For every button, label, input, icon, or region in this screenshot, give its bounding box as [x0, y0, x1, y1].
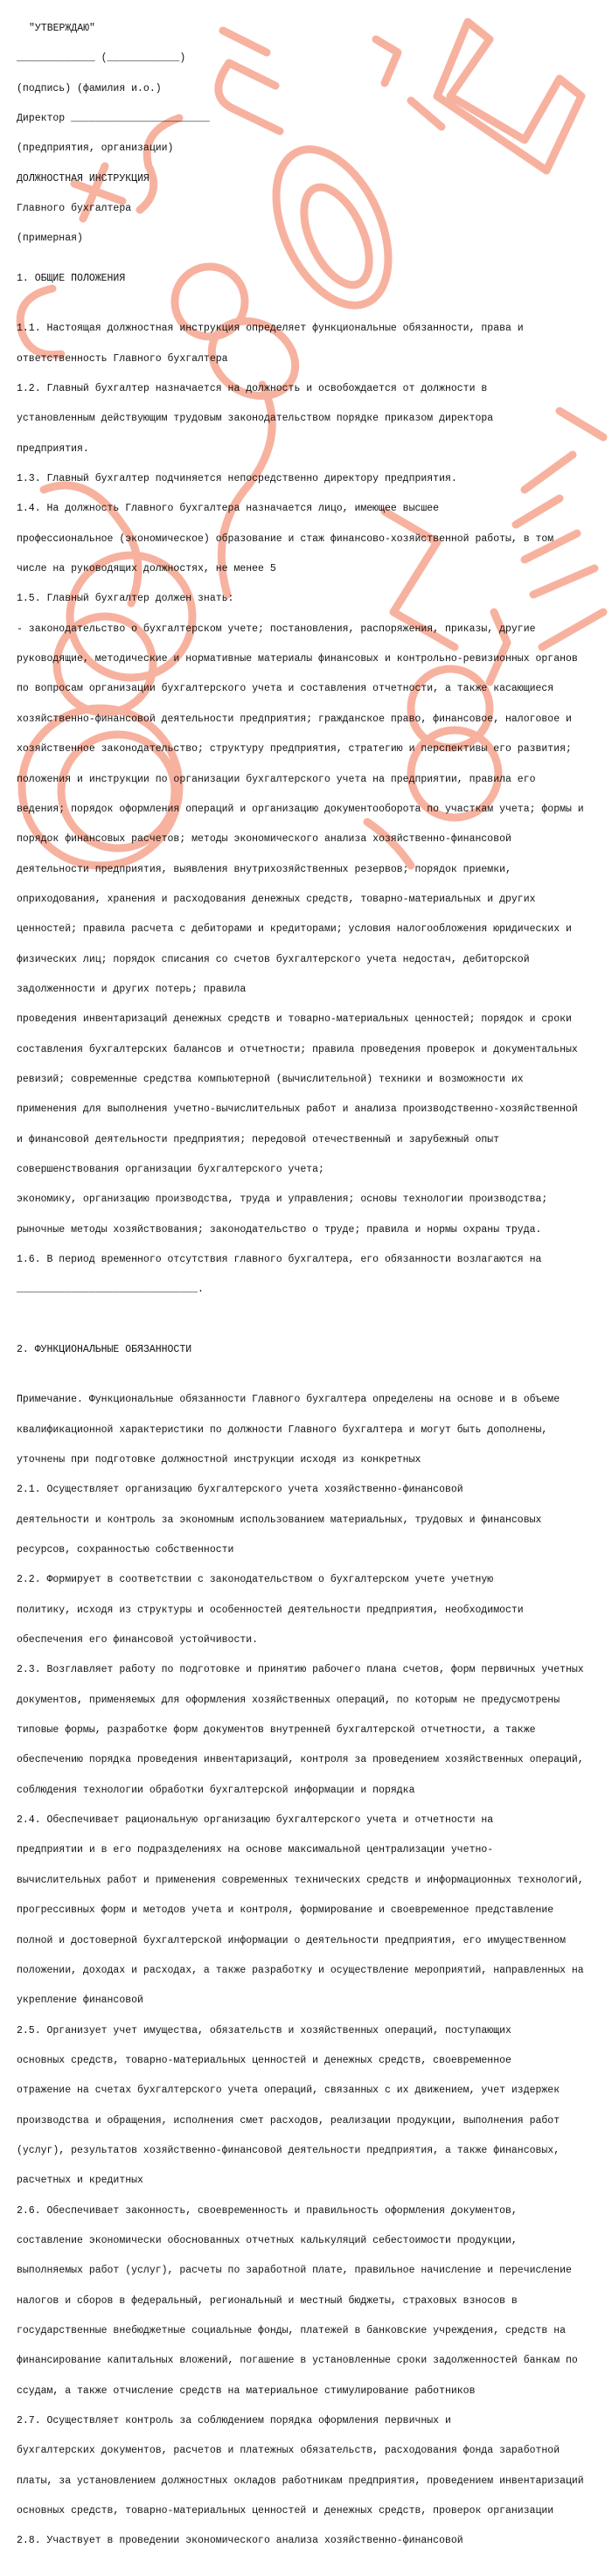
- text-line: соблюдения технологии обработки бухгалтерской информации и порядка: [17, 1784, 415, 1796]
- text-line: ведения; порядок оформления операций и организацию документооборота по участкам учета; формы и: [17, 803, 584, 815]
- text-line: основных средств, товарно-материальных ценностей и денежных средств, своевременное: [17, 2054, 511, 2066]
- text-line: основных средств, товарно-материальных ценностей и денежных средств, проверок организации: [17, 2505, 554, 2517]
- approval-stamp: "УТВЕРЖДАЮ": [29, 22, 95, 34]
- text-line: 2.2. Формирует в соответствии с законодательством о бухгалтерском учете учетную: [17, 1574, 494, 1586]
- text-line: выполняемых работ (услуг), расчеты по заработной плате, правильное начисление и перечисление: [17, 2265, 572, 2277]
- blank-fill-line: ______________________________.: [17, 1284, 204, 1296]
- text-line: составления бухгалтерских балансов и отчетности; правила проведения проверок и документальных: [17, 1043, 578, 1055]
- text-line: ценностей; правила расчета с дебиторами и кредиторами; условия налогообложения юридических и: [17, 923, 572, 936]
- text-line: обеспечения его финансовой устойчивости.: [17, 1634, 259, 1647]
- text-line: платы, за установлением должностных окладов работникам предприятия, проведением инвентаризаций: [17, 2475, 584, 2487]
- text-line: предприятии и в его подразделениях на основе максимальной централизации учетно-: [17, 1844, 494, 1856]
- text-line: 2.6. Обеспечивает законность, своевременность и правильность оформления документов,: [17, 2204, 518, 2217]
- text-line: ссудам, а также отчисление средств на материальное стимулирование работников: [17, 2385, 476, 2397]
- text-line: 2.1. Осуществляет организацию бухгалтерского учета хозяйственно-финансовой: [17, 1484, 463, 1496]
- text-line: хозяйственно-финансовой деятельности предприятия; гражданское право, финансовое, налоговое и: [17, 713, 572, 725]
- text-line: расчетных и кредитных: [17, 2175, 143, 2187]
- text-line: уточнены при подготовке должностной инструкции исходя из конкретных: [17, 1454, 421, 1466]
- signature-line: _____________ (____________): [17, 52, 186, 65]
- text-line: руководящие, методические и нормативные материалы финансовых и контрольно-ревизионных органов: [17, 653, 578, 665]
- text-line: хозяйственное законодательство; структуру предприятия, стратегию и перспективы его развития;: [17, 743, 572, 755]
- text-line: задолженности и других потерь; правила: [17, 983, 247, 995]
- text-line: предприятия.: [17, 442, 89, 455]
- text-line: производства и обращения, исполнения смет расходов, реализации продукции, выполнения работ: [17, 2114, 560, 2127]
- text-line: ответственность Главного бухгалтера: [17, 352, 228, 365]
- text-line: 1.1. Настоящая должностная инструкция определяет функциональные обязанности, права и: [17, 323, 524, 335]
- text-line: оприходования, хранения и расходования денежных средств, товарно-материальных и других: [17, 893, 536, 905]
- text-line: совершенствования организации бухгалтерского учета;: [17, 1163, 324, 1175]
- text-line: установленным действующим трудовым законодательством порядке приказом директора: [17, 413, 494, 425]
- text-line: 1.4. На должность Главного бухгалтера назначается лицо, имеющее высшее: [17, 503, 440, 515]
- text-line: 2.4. Обеспечивает рациональную организацию бухгалтерского учета и отчетности на: [17, 1814, 494, 1827]
- document-type: ДОЛЖНОСТНАЯ ИНСТРУКЦИЯ: [17, 172, 150, 184]
- text-line: физических лиц; порядок списания со счетов бухгалтерского учета недостач, дебиторской: [17, 953, 530, 965]
- position-title: Главного бухгалтера: [17, 202, 132, 214]
- text-line: ресурсов, сохранностью собственности: [17, 1544, 234, 1556]
- text-line: налогов и сборов в федеральный, региональный и местный бюджеты, страховых взносов в: [17, 2294, 518, 2307]
- section-1-title: 1. ОБЩИЕ ПОЛОЖЕНИЯ: [17, 273, 126, 285]
- text-line: - законодательство о бухгалтерском учете; постановления, распоряжения, приказы, другие: [17, 623, 536, 635]
- text-line: составление экономически обоснованных отчетных калькуляций себестоимости продукции,: [17, 2234, 518, 2246]
- text-line: государственные внебюджетные социальные фонды, платежей в банковские учреждения, средств на: [17, 2324, 567, 2336]
- text-line: применения для выполнения учетно-вычислительных работ и анализа производственно-хозяйственной: [17, 1104, 578, 1116]
- text-line: 1.3. Главный бухгалтер подчиняется непосредственно директору предприятия.: [17, 473, 457, 485]
- text-line: политику, исходя из структуры и особенностей деятельности предприятия, необходимости: [17, 1604, 524, 1616]
- text-line: экономику, организацию производства, труда и управления; основы технологии производства;: [17, 1194, 548, 1206]
- section-2-title: 2. ФУНКЦИОНАЛЬНЫЕ ОБЯЗАННОСТИ: [17, 1344, 192, 1356]
- text-line: прогрессивных форм и методов учета и контроля, формирование и своевременное представление: [17, 1904, 554, 1917]
- text-line: 2.3. Возглавляет работу по подготовке и принятию рабочего плана счетов, форм первичных учетных: [17, 1664, 584, 1676]
- text-line: проведения инвентаризаций денежных средств и товарно-материальных ценностей; порядок и сроки: [17, 1013, 572, 1026]
- director-caption: (предприятия, организации): [17, 143, 174, 155]
- text-line: положении, доходах и расходах, а также разработку и осуществление мероприятий, направленных на: [17, 1964, 584, 1976]
- text-line: 2.7. Осуществляет контроль за соблюдением порядка оформления первичных и: [17, 2415, 451, 2426]
- document-variant: (примерная): [17, 233, 83, 245]
- text-line: 2.8. Участвует в проведении экономического анализа хозяйственно-финансовой: [17, 2535, 463, 2547]
- text-line: рыночные методы хозяйствования; законодательство о труде; правила и нормы охраны труда.: [17, 1223, 542, 1236]
- text-line: деятельности и контроль за экономным использованием материальных, трудовых и финансовых: [17, 1514, 542, 1526]
- job-description-document: [17, 3, 611, 2576]
- text-line: числе на руководящих должностях, не менее 5: [17, 563, 276, 575]
- text-line: ревизий; современные средства компьютерной (вычислительной) техники и возможности их: [17, 1073, 524, 1085]
- text-line: 1.2. Главный бухгалтер назначается на должность и освобождается от должности в: [17, 383, 488, 395]
- text-line: 1.6. В период временного отсутствия главного бухгалтера, его обязанности возлагаются на: [17, 1254, 542, 1266]
- text-line: укрепление финансовой: [17, 1995, 143, 2007]
- text-line: отражение на счетах бухгалтерского учета операций, связанных с их движением, учет издержек: [17, 2085, 560, 2097]
- text-line: 1.5. Главный бухгалтер должен знать:: [17, 593, 234, 605]
- text-line: типовые формы, разработке форм документов внутренней бухгалтерской отчетности, а также: [17, 1724, 536, 1737]
- section-2-body: [17, 1375, 611, 2566]
- text-line: (услуг), результатов хозяйственно-финансовой деятельности предприятия, а также финансовых,: [17, 2144, 560, 2156]
- director-line: Директор _______________________: [17, 112, 210, 124]
- text-line: квалификационной характеристики по должности Главного бухгалтера и могут быть дополнены,: [17, 1424, 548, 1436]
- text-line: бухгалтерских документов, расчетов и платежных обязательств, расходования фонда заработной: [17, 2445, 560, 2457]
- text-line: 2.5. Организует учет имущества, обязательств и хозяйственных операций, поступающих: [17, 2024, 511, 2036]
- text-line: деятельности предприятия, выявления внутрихозяйственных резервов; порядок приемки,: [17, 863, 511, 875]
- text-line: и финансовой деятельности предприятия; передовой отечественный и зарубежный опыт: [17, 1133, 500, 1145]
- section-1-body: [17, 303, 611, 1314]
- text-line: финансирование капитальных вложений, погашение в установленные сроки задолженностей банкам по: [17, 2355, 578, 2367]
- text-line: полной и достоверной бухгалтерской информации о деятельности предприятия, его имущественном: [17, 1934, 567, 1946]
- text-line: порядок финансовых расчетов; методы экономического анализа хозяйственно-финансовой: [17, 833, 511, 846]
- text-line: по вопросам организации бухгалтерского учета и составления отчетности, а также касающиеся: [17, 683, 554, 695]
- signature-caption: (подпись) (фамилия и.о.): [17, 82, 162, 94]
- text-line: документов, применяемых для оформления хозяйственных операций, по которым не предусмотрены: [17, 1694, 560, 1706]
- text-line: обеспечению порядка проведения инвентаризаций, контроля за проведением хозяйственных операций,: [17, 1754, 584, 1766]
- text-line: вычислительных работ и применения современных технических средств и информационных технологий,: [17, 1874, 584, 1886]
- text-line: профессиональное (экономическое) образование и стаж финансово-хозяйственной работы, в том: [17, 533, 554, 545]
- text-line: положения и инструкции по организации бухгалтерского учета на предприятии, правила его: [17, 773, 536, 785]
- text-line: Примечание. Функциональные обязанности Главного бухгалтера определены на основе и в объеме: [17, 1394, 560, 1406]
